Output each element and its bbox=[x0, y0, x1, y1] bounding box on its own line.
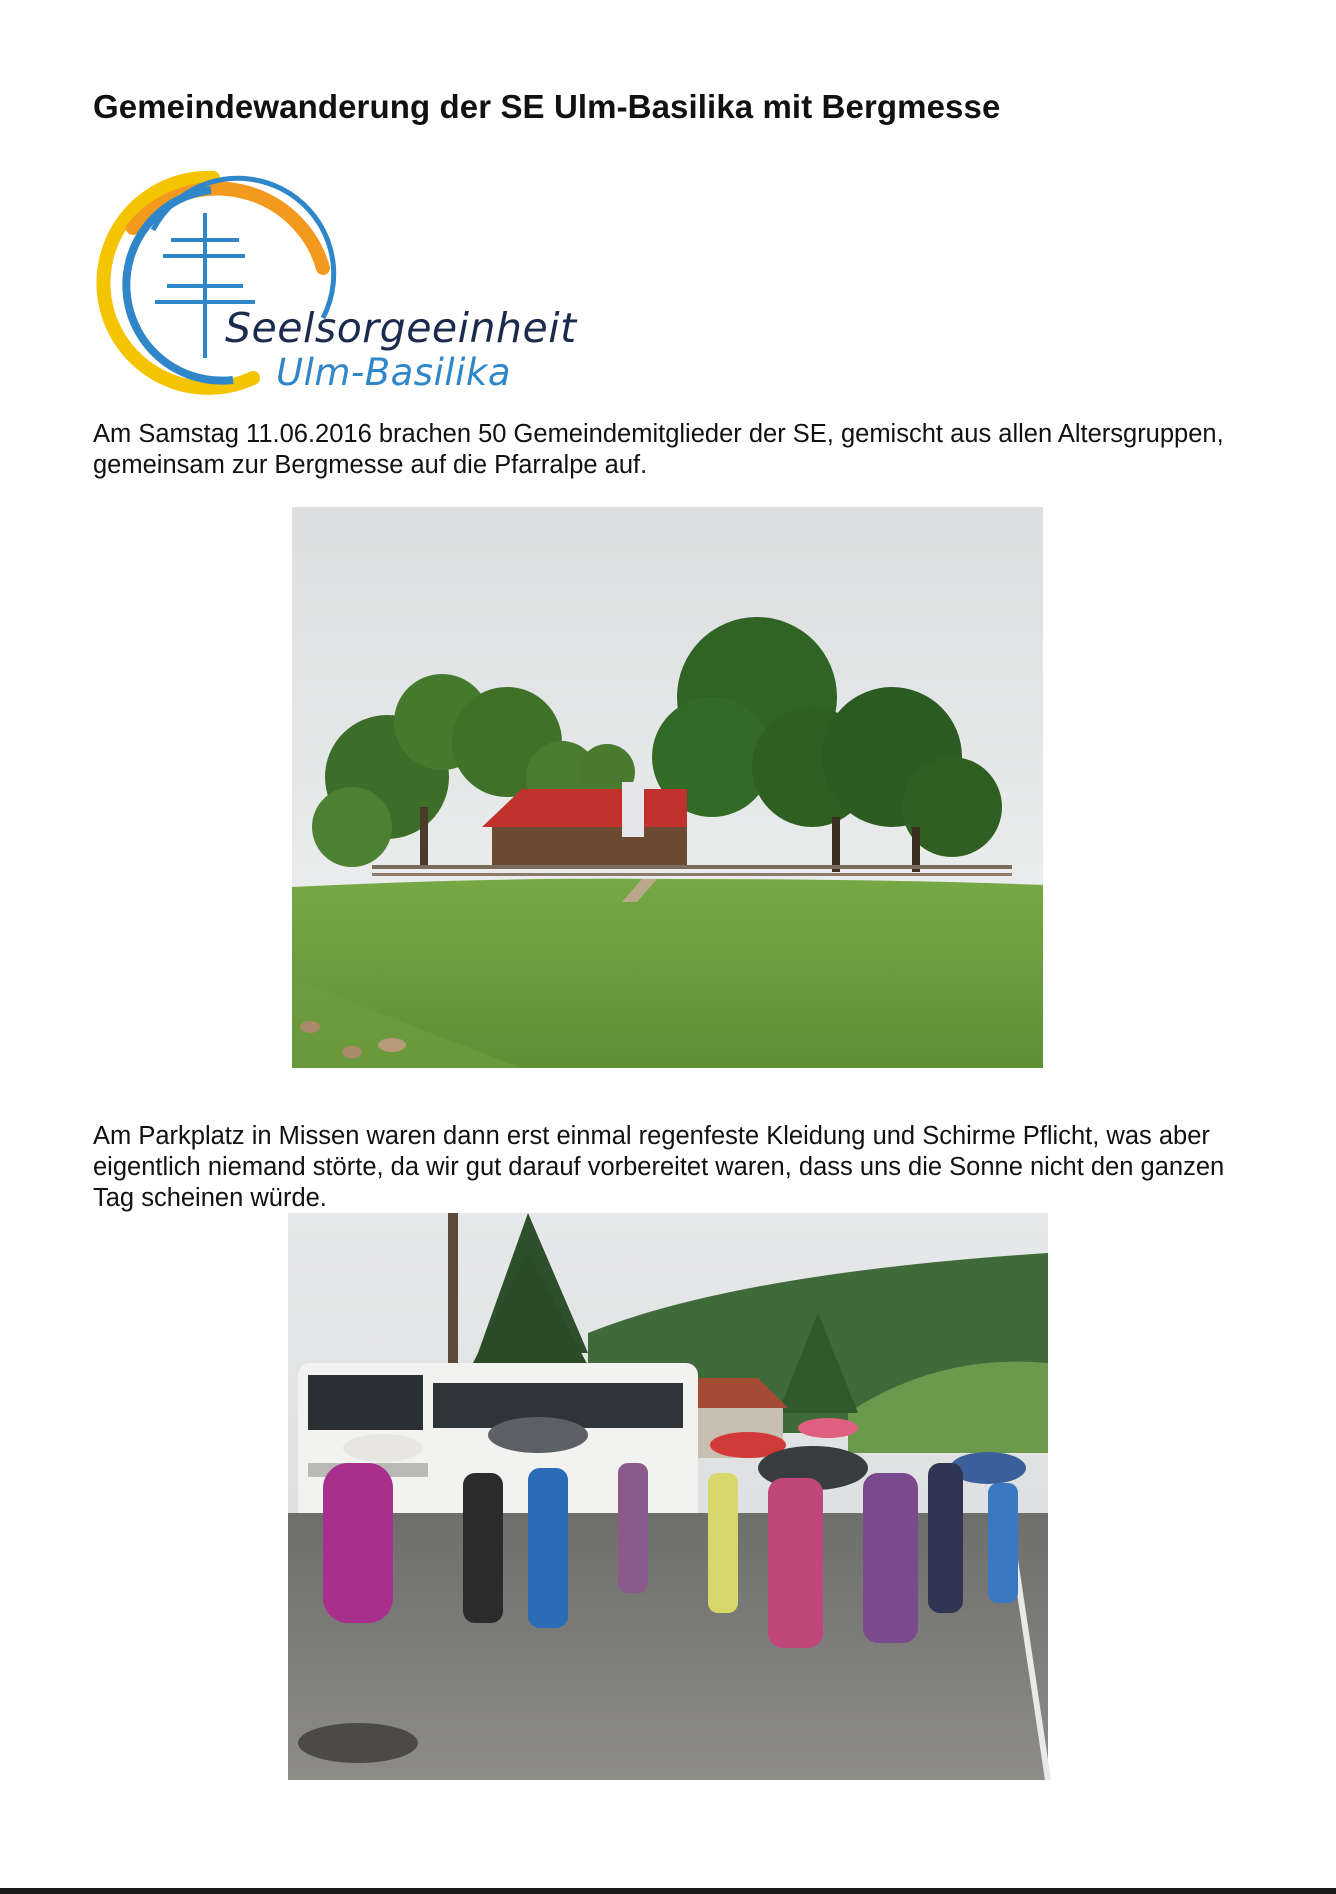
paragraph-parking: Am Parkplatz in Missen waren dann erst einmal regenfeste Kleidung und Schirme Pflicht, was aber eigentlich niemand störte, da wir gut darauf vorbereitet waren, dass uns die Sonne nicht den ganzen Tag scheinen würde. bbox=[93, 1122, 1225, 1212]
logo-text-line1: Seelsorgeeinheit bbox=[225, 304, 577, 352]
logo-text-line2: Ulm-Basilika bbox=[276, 351, 512, 394]
photo-parking-umbrellas bbox=[288, 1213, 1048, 1780]
paragraph-intro: Am Samstag 11.06.2016 brachen 50 Gemeindemitglieder der SE, gemischt aus allen Altersgruppen, gemeinsam zur Bergmesse auf die Pfarralpe auf. bbox=[93, 420, 1224, 479]
page-title: Gemeindewanderung der SE Ulm-Basilika mit Bergmesse bbox=[93, 88, 1001, 125]
page-bottom-rule bbox=[0, 1888, 1336, 1894]
photo-alpine-hut bbox=[292, 507, 1043, 1068]
seelsorgeeinheit-logo bbox=[93, 168, 577, 394]
